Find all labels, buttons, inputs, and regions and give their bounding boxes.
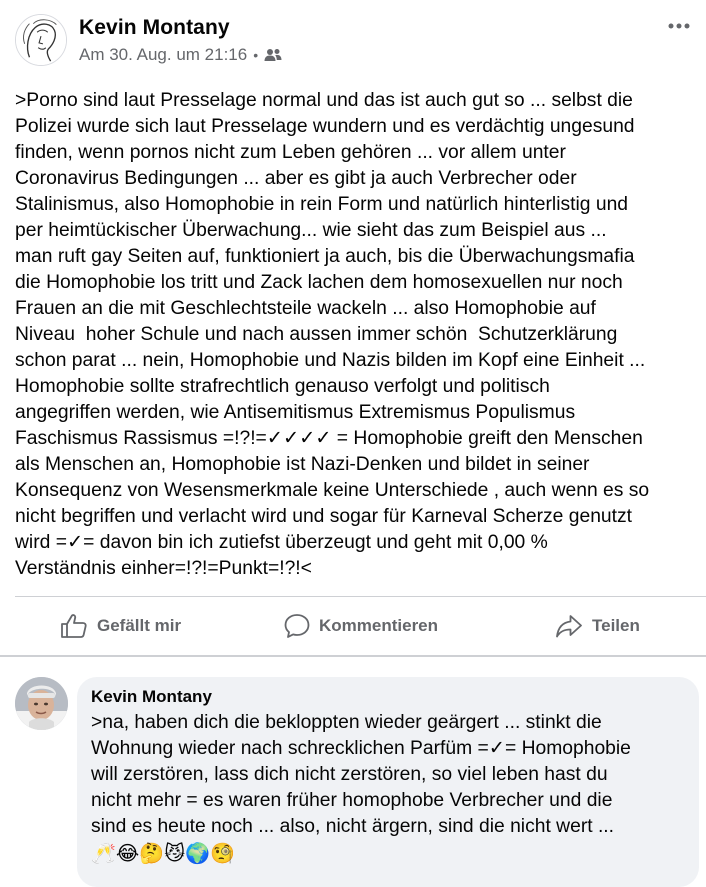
post-author-name[interactable]: Kevin Montany [79, 16, 230, 39]
post-text: >Porno sind laut Presselage normal und das ist auch gut so ... selbst die Polizei wurde sich laut Presselage wundern und es verdächtig ungesund finden, wenn pornos nicht zum Leben gehören ... vor allem unter Coronavirus Bedingungen ... aber es gibt ja auch Verbrecher oder Stalinismus, also Homophobie in rein Form und natürlich hinterlistig und per heimtückischer Überwachung... wie sieht das zum Beispiel aus ... man ruft gay Seiten auf, funktioniert ja auch, bis die Überwachungsmafia die Homophobie los tritt und Zack lachen dem homosexuellen nur noch Frauen an die mit Geschlechtsteile wackeln ... also Homophobie auf Niveau hoher Schule und nach aussen immer schön Schutzerklärung schon parat ... nein, Homophobie und Nazis bilden im Kopf eine Einheit ... Homophobie sollte strafrechtlich genauso verfolgt und politisch angegriffen werden, wie Antisemitismus Extremismus Populismus Faschismus Rassismus =!?!=✓✓✓✓ = Homophobie greift den Menschen als Menschen an, Homophobie ist Nazi-Denken und bildet in seiner Konsequenz von Wesensmerkmale keine Unterschiede , auch wenn es so nicht begriffen und verlacht wird und sogar für Karneval Scherze genutzt wird =✓= davon bin ich zutiefst überzeugt und geht mit 0,00 % Verständnis einher=!?!=Punkt=!?!< [15, 90, 650, 579]
like-label: Gefällt mir [97, 616, 182, 635]
more-horizontal-icon[interactable] [666, 16, 692, 36]
post-actions [0, 597, 706, 655]
post-meta [79, 45, 282, 65]
like-button[interactable] [60, 597, 181, 655]
comment-text: >na, haben dich die bekloppten wieder geärgert ... stinkt die Wohnung wieder nach schrecklichen Parfüm =✓= Homophobie will zerstören, lass dich nicht zerstören, so viel leben hast du nicht mehr = es waren früher homophobe Verbrecher und die sind es heute noch ... also, nicht ärgern, sind die nicht wert ... [91, 712, 631, 837]
meta-separator: • [253, 47, 259, 63]
post-header [0, 0, 706, 80]
thumbs-up-icon [60, 613, 88, 639]
monocle-face-emoji: 🧐 [209, 841, 235, 865]
laughing-emoji: 😂 [115, 841, 140, 865]
share-label: Teilen [592, 616, 640, 635]
post-timestamp[interactable]: Am 30. Aug. um 21:16 [79, 45, 248, 64]
share-button[interactable] [555, 597, 640, 655]
commenter-avatar[interactable] [15, 677, 68, 730]
comment-label: Kommentieren [319, 616, 439, 635]
author-avatar[interactable] [15, 14, 67, 66]
comment-emoji-row [91, 840, 235, 866]
comment-icon [284, 613, 310, 639]
comment-button[interactable] [284, 597, 438, 655]
friends-icon[interactable] [264, 48, 282, 62]
commenter-photo-icon [15, 677, 68, 730]
comments-divider [0, 655, 706, 657]
comment-author-name[interactable]: Kevin Montany [91, 687, 212, 706]
clinking-glasses-emoji: 🥂 [91, 841, 116, 865]
avatar-sketch-icon [16, 15, 66, 65]
globe-emoji: 🌍 [185, 841, 210, 865]
thinking-emoji: 🤔 [139, 841, 165, 865]
smirking-cat-emoji: 😼 [164, 841, 186, 865]
share-arrow-icon [555, 613, 583, 639]
